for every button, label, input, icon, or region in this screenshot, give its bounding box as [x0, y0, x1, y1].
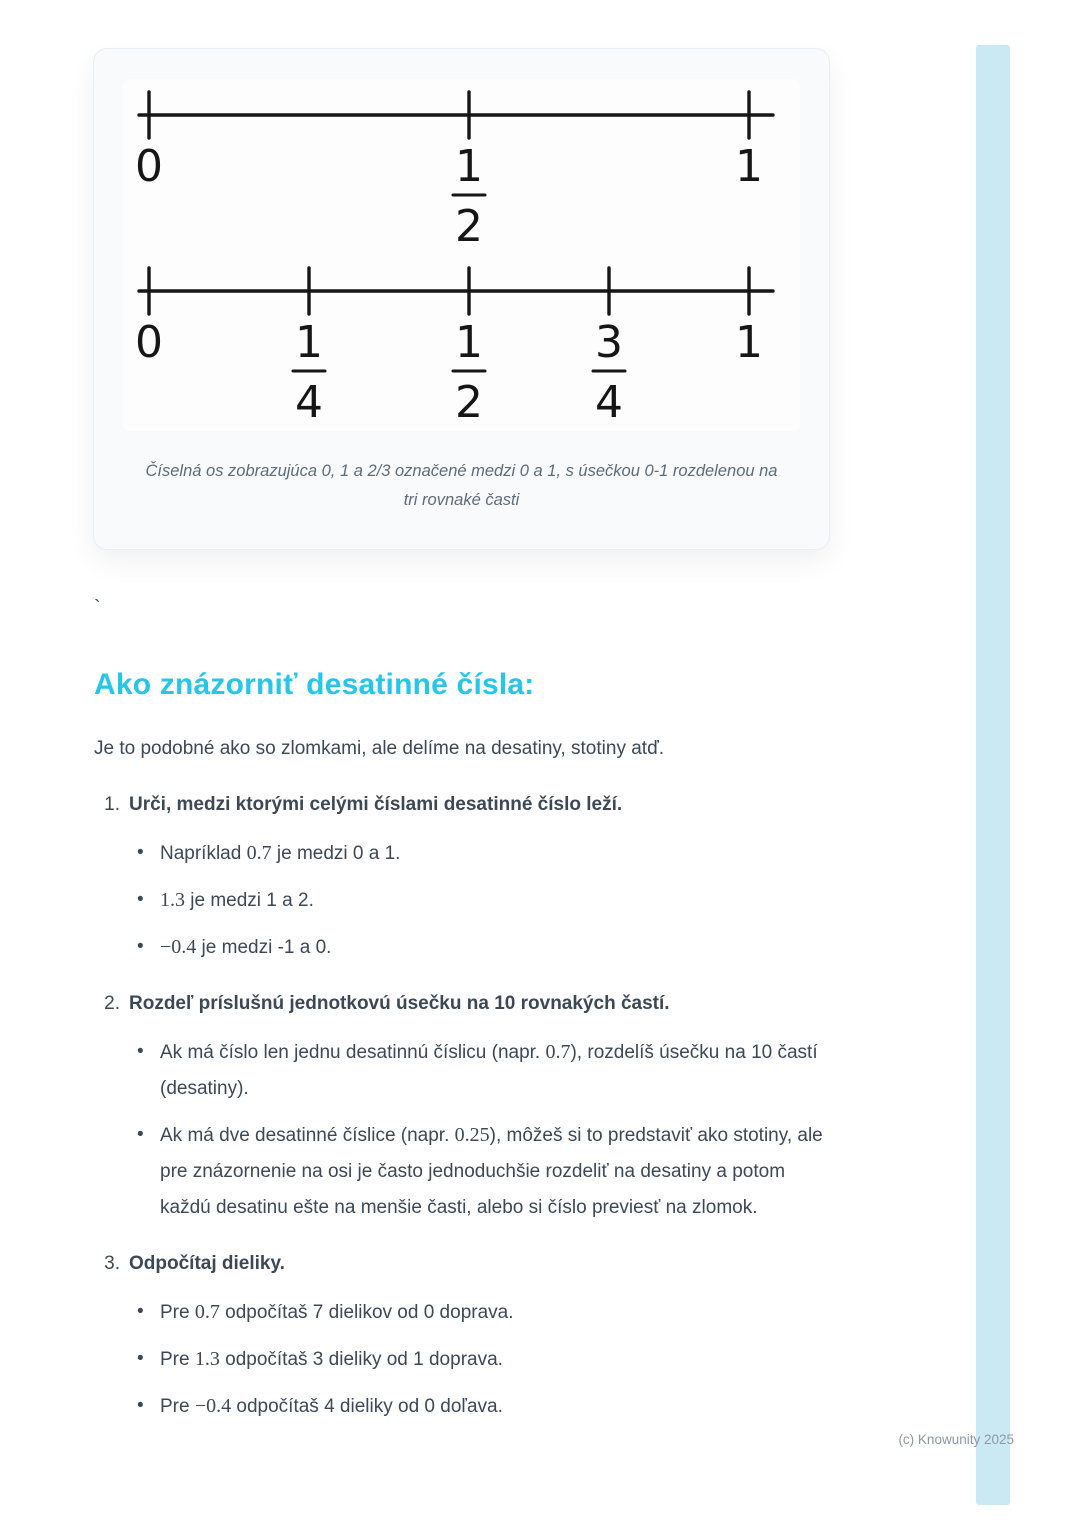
section-heading: Ako znázorniť desatinné čísla:: [94, 668, 535, 701]
numberline-quarters: [123, 257, 800, 427]
bullet-dot: [137, 882, 149, 919]
bullet-item: [94, 1388, 836, 1425]
bullet-text-post: je medzi -1 a 0.: [196, 937, 332, 958]
bullet-dot: [137, 1117, 149, 1226]
step-head: [94, 986, 836, 1022]
fraction-numerator: 1: [455, 141, 483, 192]
fraction-numerator: 3: [595, 317, 623, 368]
fraction-numerator: 1: [455, 317, 483, 368]
numberline-figure: [123, 79, 800, 431]
bullet-item: [94, 882, 836, 919]
bullet-text-pre: Ak má číslo len jednu desatinnú číslicu (napr.: [160, 1042, 546, 1063]
figure-card: [93, 48, 830, 550]
bullet-text-pre: Pre: [160, 1349, 195, 1370]
bullet-text-post: je medzi 1 a 2.: [185, 890, 314, 911]
tick-label-zero: 0: [135, 141, 163, 192]
math-number: 0.7: [545, 1041, 571, 1063]
bullet-text: [160, 1034, 836, 1107]
bullet-text: [160, 835, 836, 872]
tick-label-one: 1: [735, 317, 763, 368]
fraction-numerator: 1: [295, 317, 323, 368]
bullet-item: [94, 1341, 836, 1378]
math-number: 1.3: [194, 1348, 220, 1370]
bullet-item: [94, 1294, 836, 1331]
bullet-text: [160, 882, 836, 919]
bullet-text-post: odpočítaš 7 dielikov od 0 doprava.: [219, 1302, 514, 1323]
step-title: Odpočítaj dieliky.: [129, 1253, 285, 1274]
bullet-dot: [137, 835, 149, 872]
bullet-text-pre: Napríklad: [160, 843, 247, 864]
math-number: −0.4: [194, 1395, 232, 1417]
bullet-text-pre: Pre: [160, 1396, 195, 1417]
math-number: −0.4: [160, 936, 197, 958]
math-number: 0.7: [194, 1301, 220, 1323]
figure-caption: Číselná os zobrazujúca 0, 1 a 2/3 označené medzi 0 a 1, s úsečkou 0-1 rozdelenou na tri rovnaké časti: [145, 462, 778, 509]
step-title: Urči, medzi ktorými celými číslami desatinné číslo leží.: [129, 794, 623, 815]
step-number: 2.: [104, 993, 120, 1014]
math-number: 0.7: [246, 842, 272, 864]
bullet-dot: [137, 929, 149, 966]
bullet-text-post: ), rozdelíš úsečku na 10 častí (desatiny).: [160, 1042, 818, 1099]
main-content: [94, 596, 836, 1425]
bullet-list: [94, 1034, 836, 1226]
bullet-list: [94, 1294, 836, 1425]
fraction-denominator: 4: [595, 377, 623, 427]
math-number: 1.3: [160, 889, 185, 911]
math-number: 0.25: [454, 1124, 490, 1146]
step-item-2: [94, 986, 836, 1226]
step-item-1: [94, 787, 836, 966]
fraction-denominator: 4: [295, 377, 323, 427]
bullet-dot: [137, 1034, 149, 1107]
step-item-3: [94, 1246, 836, 1425]
step-head: [94, 787, 836, 823]
bullet-text: [160, 1388, 836, 1425]
bullet-text: [160, 1294, 836, 1331]
bullet-dot: [137, 1341, 149, 1378]
step-head: [94, 1246, 836, 1282]
fraction-denominator: 2: [455, 377, 483, 427]
bullet-item: [94, 835, 836, 872]
bullet-item: [94, 1034, 836, 1107]
fraction-denominator: 2: [455, 201, 483, 251]
tick-label-zero: 0: [135, 317, 163, 368]
bullet-text-post: ), môžeš si to predstaviť ako stotiny, ale pre znázornenie na osi je často jednoduchšie rozdeliť na desatiny a potom každú desatinu ešte na menšie časti, alebo si číslo previesť na zlomok.: [160, 1125, 823, 1218]
step-title: Rozdeľ príslušnú jednotkovú úsečku na 10 rovnakých častí.: [129, 993, 670, 1014]
intro-paragraph: Je to podobné ako so zlomkami, ale delíme na desatiny, stotiny atď.: [94, 738, 665, 759]
bullet-text-pre: Ak má dve desatinné číslice (napr.: [160, 1125, 455, 1146]
copyright-credit: (c) Knowunity 2025: [898, 1432, 1014, 1447]
stray-backtick: `: [94, 597, 101, 619]
steps-list: [94, 787, 836, 1425]
step-number: 3.: [104, 1253, 120, 1274]
bullet-text-post: odpočítaš 4 dieliky od 0 doľava.: [231, 1396, 503, 1417]
side-scroll-rail[interactable]: [976, 45, 1010, 1505]
bullet-text-post: odpočítaš 3 dieliky od 1 doprava.: [219, 1349, 503, 1370]
numberline-halves: [123, 81, 800, 251]
bullet-text-pre: Pre: [160, 1302, 195, 1323]
bullet-text-post: je medzi 0 a 1.: [271, 843, 401, 864]
bullet-text: [160, 1341, 836, 1378]
step-number: 1.: [104, 794, 120, 815]
bullet-list: [94, 835, 836, 966]
bullet-item: [94, 1117, 836, 1226]
bullet-item: [94, 929, 836, 966]
bullet-dot: [137, 1388, 149, 1425]
bullet-text: [160, 929, 836, 966]
bullet-dot: [137, 1294, 149, 1331]
bullet-text: [160, 1117, 836, 1226]
tick-label-one: 1: [735, 141, 763, 192]
